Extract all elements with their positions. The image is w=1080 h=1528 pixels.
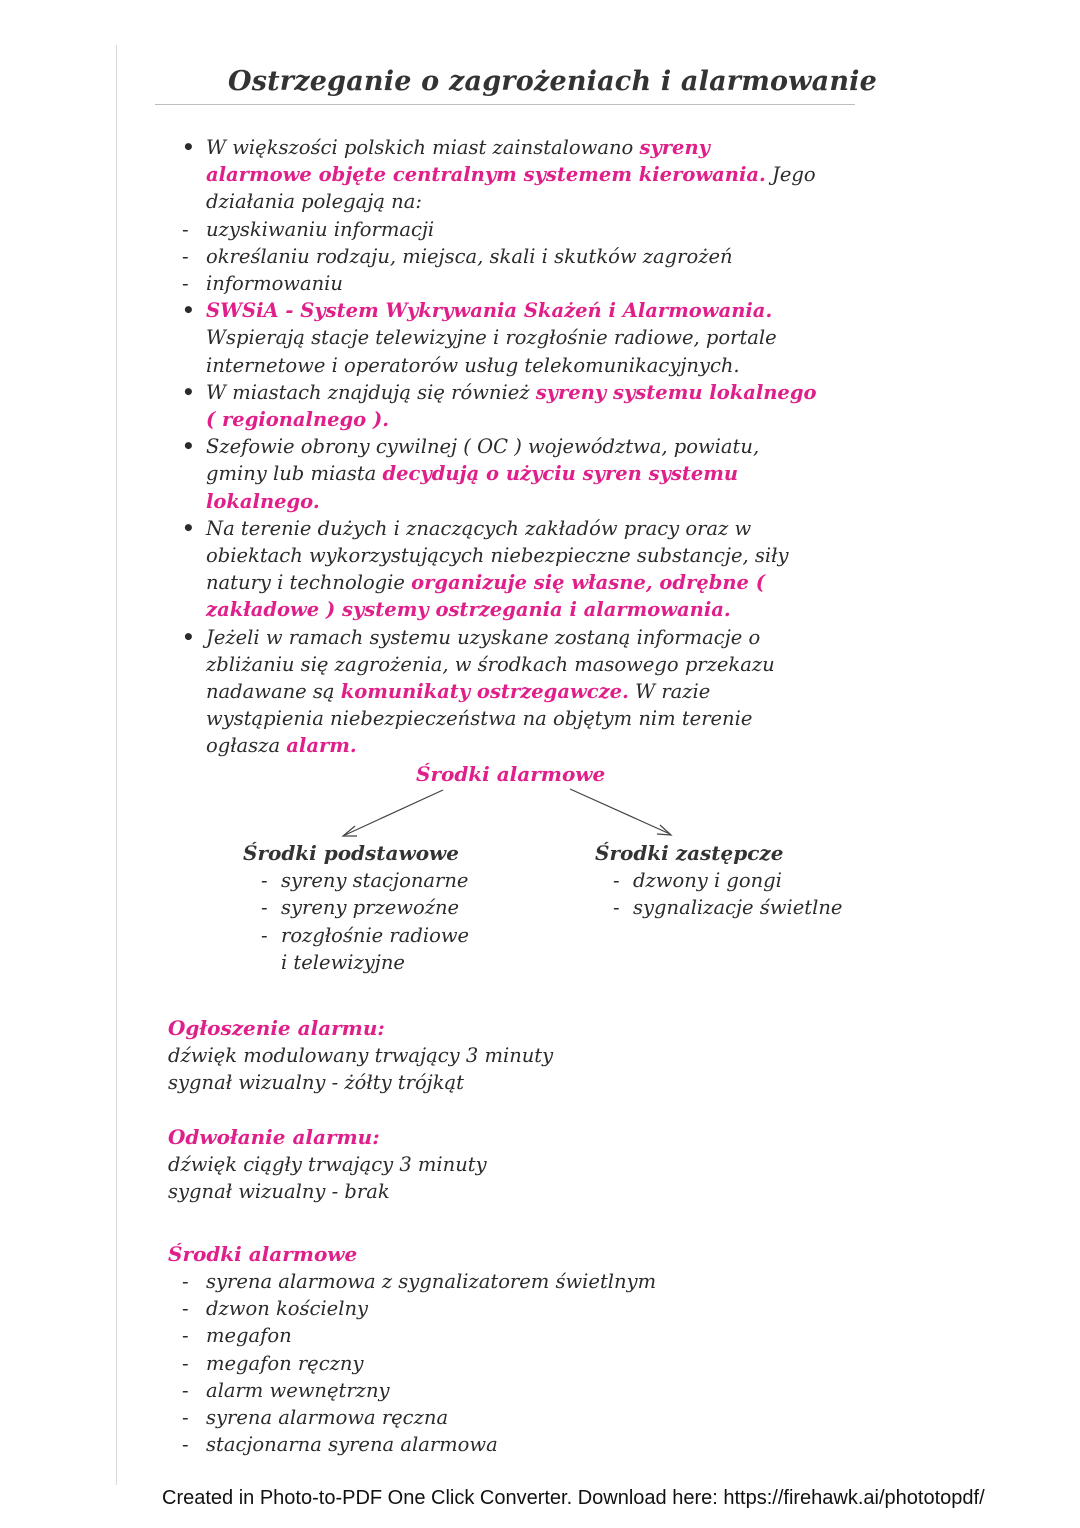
alarm-announcement-section	[168, 1015, 553, 1097]
diagram-right-heading: Środki zastępcze	[595, 841, 784, 865]
plain-phrase: W większości polskich miast zainstalowano	[206, 136, 640, 159]
list-item: - dzwony i gongi	[613, 869, 782, 893]
alarm-means-heading: Środki alarmowe	[168, 1242, 358, 1266]
arrow-right-head	[657, 825, 671, 835]
highlighted-phrase: komunikaty ostrzegawcze.	[340, 680, 629, 704]
dash-marker	[182, 1404, 200, 1431]
plain-phrase: określaniu rodzaju, miejsca, skali i skutków zagrożeń	[206, 244, 733, 268]
list-item	[182, 1295, 656, 1322]
diagram-left-heading: Środki podstawowe	[243, 841, 459, 865]
plain-phrase: Jego działania polegają na:	[206, 163, 816, 214]
list-item: - syreny stacjonarne	[261, 869, 469, 893]
list-item	[182, 1322, 656, 1349]
alarm-cancel-visual: sygnał wizualny - brak	[168, 1180, 390, 1204]
list-item-text: syrena alarmowa z sygnalizatorem świetlnym	[206, 1270, 657, 1293]
dash-marker	[182, 1350, 200, 1377]
plain-phrase: uzyskiwaniu informacji	[206, 217, 435, 241]
page-title: Ostrzeganie o zagrożeniach i alarmowanie	[228, 66, 877, 97]
plain-phrase: Jeżeli w ramach systemu uzyskane zostaną informacje o zbliżaniu się zagrożenia, w środkach masowego przekazu nadawane są	[206, 625, 775, 704]
dash-marker	[182, 1295, 200, 1322]
list-item	[182, 1377, 656, 1404]
list-item-text: megafon	[206, 1324, 292, 1348]
list-item-text: dzwon kościelny	[206, 1297, 369, 1321]
diagram-left-column	[243, 840, 483, 976]
list-item-text: sygnalizacje świetlne	[633, 896, 843, 920]
dash-marker	[182, 1268, 200, 1295]
list-item: - syreny przewoźne	[261, 896, 460, 920]
dash-marker	[182, 1322, 200, 1349]
alarm-announcement-heading: Ogłoszenie alarmu:	[168, 1016, 385, 1040]
alarm-means-heading-wrap	[168, 1241, 357, 1268]
list-item	[182, 1404, 656, 1431]
converter-footer: Created in Photo-to-PDF One Click Converter. Download here: https://firehawk.ai/phototopdf/	[162, 1487, 985, 1509]
dash-marker	[182, 1431, 200, 1458]
highlighted-phrase: SWSiA - System Wykrywania Skażeń i Alarmowania.	[206, 299, 773, 323]
plain-phrase: Na terenie dużych i znaczących zakładów pracy oraz w obiektach wykorzystujących niebezpieczne substancje, siły natury i technologie	[206, 516, 789, 595]
list-item-text: megafon ręczny	[206, 1351, 364, 1375]
diagram-right-column	[595, 840, 855, 922]
list-item-text: alarm wewnętrzny	[206, 1378, 390, 1402]
list-item-text: dzwony i gongi	[633, 869, 782, 893]
plain-phrase: W razie wystąpienia niebezpieczeństwa na objętym nim terenie ogłasza	[206, 680, 753, 758]
alarm-cancel-section	[168, 1124, 487, 1206]
highlighted-phrase: decydują o użyciu syren systemu lokalnego.	[206, 462, 739, 513]
alarm-means-list	[182, 1268, 656, 1458]
list-item: - rozgłośnie radiowe i telewizyjne	[261, 923, 470, 974]
list-item: - sygnalizacje świetlne	[613, 896, 843, 920]
dash-marker	[182, 1377, 200, 1404]
plain-phrase: informowaniu	[206, 272, 343, 296]
highlighted-phrase: alarm.	[286, 734, 357, 758]
highlighted-phrase: organizuje się własne, odrębne ( zakładowe ) systemy ostrzegania i alarmowania.	[206, 571, 765, 622]
alarm-announcement-visual: sygnał wizualny - żółty trójkąt	[168, 1071, 465, 1095]
plain-phrase: W miastach znajdują się również	[206, 380, 536, 404]
highlighted-phrase: syreny alarmowe objęte centralnym systemem kierowania.	[206, 136, 766, 187]
plain-phrase: Szefowie obrony cywilnej ( OC ) województwa, powiatu, gminy lub miasta	[206, 435, 760, 486]
arrow-right-line	[570, 789, 670, 834]
diagram-root-label: Środki alarmowe	[416, 762, 606, 786]
list-item	[182, 1268, 656, 1295]
list-item-text: stacjonarna syrena alarmowa	[206, 1433, 498, 1457]
list-item-text: syrena alarmowa ręczna	[206, 1406, 449, 1430]
list-item-text: syreny stacjonarne	[281, 869, 469, 893]
list-item	[182, 1431, 656, 1458]
alarm-cancel-heading: Odwołanie alarmu:	[168, 1125, 380, 1149]
plain-phrase: Wspierają stacje telewizyjne i rozgłośnie radiowe, portale internetowe i operatorów usług telekomunikacyjnych.	[206, 326, 777, 377]
alarm-announcement-sound: dźwięk modulowany trwający 3 minuty	[168, 1044, 554, 1068]
alarm-cancel-sound: dźwięk ciągły trwający 3 minuty	[168, 1153, 487, 1177]
arrow-left-line	[345, 790, 443, 835]
list-item-text: rozgłośnie radiowe i telewizyjne	[281, 923, 470, 974]
highlighted-phrase: syreny systemu lokalnego ( regionalnego ).	[206, 380, 817, 432]
list-item-text: syreny przewoźne	[281, 896, 460, 920]
list-item	[182, 1350, 656, 1377]
